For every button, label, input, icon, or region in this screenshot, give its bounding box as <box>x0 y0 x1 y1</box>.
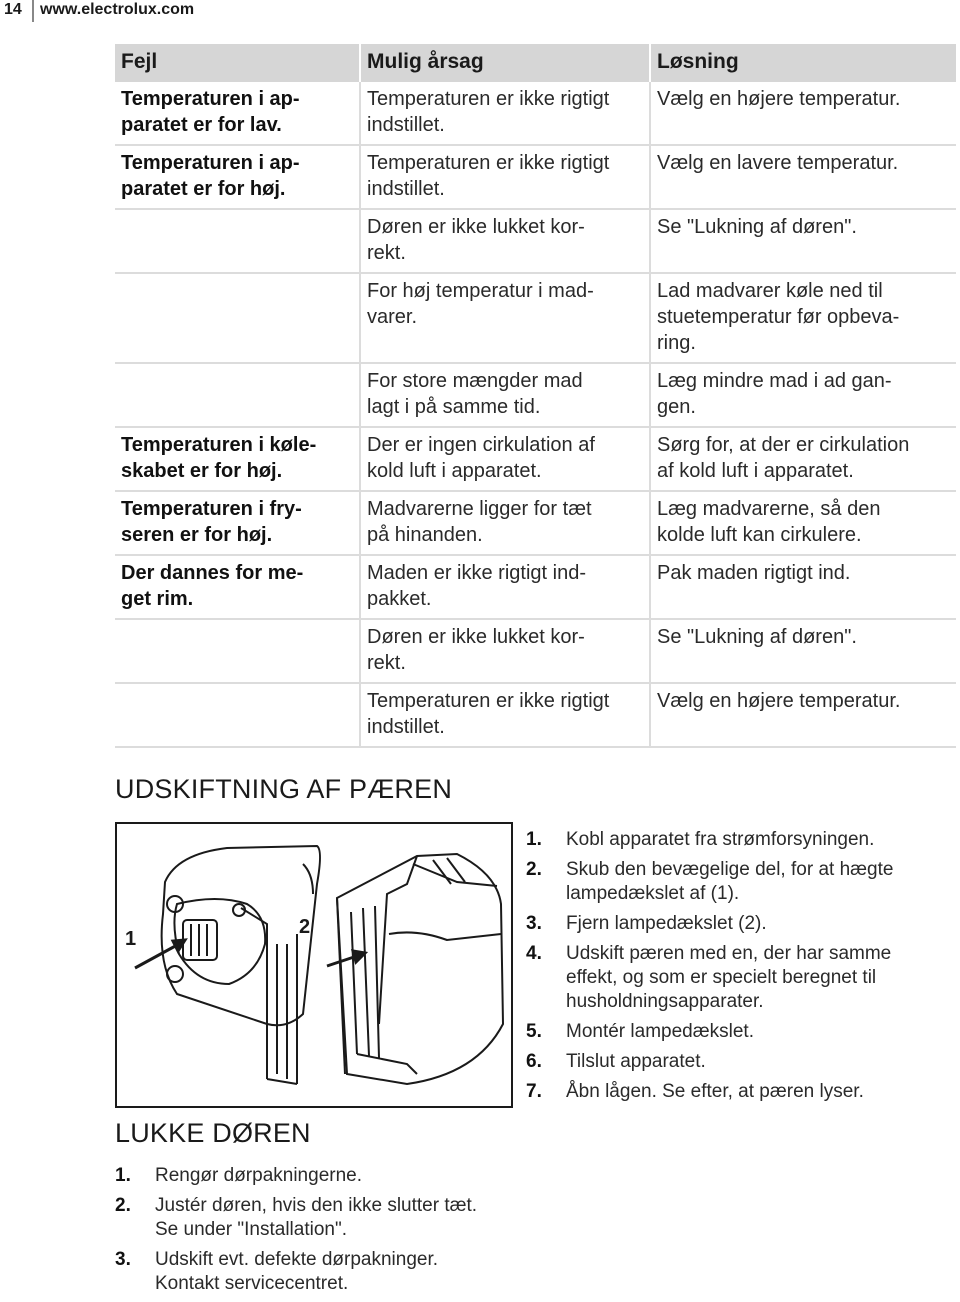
step-number: 3. <box>115 1249 131 1270</box>
step-text: Udskift evt. defekte dørpakninger. Kontakt servicecentret. <box>155 1249 439 1294</box>
bulb-step <box>526 912 946 936</box>
solution-cell: Læg mindre mad i ad gan- gen. <box>650 363 956 427</box>
cause-cell: Maden er ikke rigtigt ind- pakket. <box>360 555 650 619</box>
step-number: 1. <box>115 1165 131 1186</box>
cause-cell: Døren er ikke lukket kor- rekt. <box>360 619 650 683</box>
fault-cell: Temperaturen i ap- paratet er for lav. <box>121 88 300 136</box>
fault-cell <box>115 363 360 427</box>
step-number: 7. <box>526 1081 542 1102</box>
table-row <box>115 427 956 491</box>
door-step <box>115 1194 535 1242</box>
fault-cell <box>115 619 360 683</box>
solution-cell: Vælg en højere temperatur. <box>650 82 956 145</box>
table-row <box>115 491 956 555</box>
door-section-title: LUKKE DØREN <box>115 1118 311 1148</box>
step-number: 4. <box>526 943 542 964</box>
bulb-step <box>526 828 946 852</box>
table-row <box>115 82 956 145</box>
step-text: Udskift pæren med en, der har samme effekt, og som er specielt beregnet til husholdningsapparater. <box>566 943 892 1012</box>
cause-cell: Temperaturen er ikke rigtigt indstillet. <box>360 683 650 747</box>
table-row <box>115 619 956 683</box>
step-text: Skub den bevægelige del, for at hægte lampedækslet af (1). <box>566 859 894 904</box>
cause-cell: Døren er ikke lukket kor- rekt. <box>360 209 650 273</box>
solution-cell: Vælg en lavere temperatur. <box>650 145 956 209</box>
column-header-fault: Fejl <box>115 44 360 82</box>
website-url[interactable]: www.electrolux.com <box>40 1 195 18</box>
bulb-step <box>526 858 946 906</box>
solution-cell: Se "Lukning af døren". <box>650 619 956 683</box>
step-text: Rengør dørpakningerne. <box>155 1165 362 1186</box>
fault-cell: Temperaturen i ap- paratet er for høj. <box>115 145 360 209</box>
step-text: Montér lampedækslet. <box>566 1021 754 1042</box>
door-step <box>115 1164 535 1188</box>
step-number: 2. <box>526 859 542 880</box>
step-text: Justér døren, hvis den ikke slutter tæt. Se under "Installation". <box>155 1195 478 1240</box>
bulb-section-title: UDSKIFTNING AF PÆREN <box>115 774 453 804</box>
fault-cell: Temperaturen i køle- skabet er for høj. <box>115 427 360 491</box>
column-header-solution: Løsning <box>650 44 956 82</box>
solution-cell: Læg madvarerne, så den kolde luft kan cirkulere. <box>650 491 956 555</box>
solution-cell: Pak maden rigtigt ind. <box>650 555 956 619</box>
column-header-cause: Mulig årsag <box>360 44 650 82</box>
lamp-cover-drawing <box>117 824 511 1106</box>
step-number: 1. <box>526 829 542 850</box>
bulb-step <box>526 1020 946 1044</box>
cause-cell: Temperaturen er ikke rigtigt indstillet. <box>360 82 650 145</box>
header-divider <box>32 0 34 22</box>
step-text: Kobl apparatet fra strømforsyningen. <box>566 829 875 850</box>
solution-cell: Vælg en højere temperatur. <box>650 683 956 747</box>
figure-label-1: 1 <box>125 928 137 950</box>
fault-cell <box>115 209 360 273</box>
table-row <box>115 683 956 747</box>
door-steps-list <box>115 1164 535 1302</box>
fault-cell <box>115 273 360 363</box>
bulb-steps-list <box>526 828 946 1110</box>
cause-cell: Temperaturen er ikke rigtigt indstillet. <box>360 145 650 209</box>
cause-cell: For høj temperatur i mad- varer. <box>360 273 650 363</box>
table-row <box>115 209 956 273</box>
fault-cell: Der dannes for me- get rim. <box>115 555 360 619</box>
step-number: 2. <box>115 1195 131 1216</box>
fault-cell <box>115 683 360 747</box>
step-text: Tilslut apparatet. <box>566 1051 706 1072</box>
table-row <box>115 145 956 209</box>
table-row <box>115 273 956 363</box>
door-step <box>115 1248 535 1296</box>
step-text: Åbn lågen. Se efter, at pæren lyser. <box>566 1081 864 1102</box>
table-header-row <box>115 44 956 82</box>
table-row <box>115 555 956 619</box>
page-number: 14 <box>4 1 22 18</box>
step-number: 5. <box>526 1021 542 1042</box>
cause-cell: Madvarerne ligger for tæt på hinanden. <box>360 491 650 555</box>
bulb-step <box>526 1050 946 1074</box>
fault-cell: Temperaturen i fry- seren er for høj. <box>115 491 360 555</box>
solution-cell: Sørg for, at der er cirkulation af kold luft i apparatet. <box>650 427 956 491</box>
solution-cell: Se "Lukning af døren". <box>650 209 956 273</box>
bulb-step <box>526 942 946 1014</box>
bulb-step <box>526 1080 946 1104</box>
step-text: Fjern lampedækslet (2). <box>566 913 767 934</box>
solution-cell: Lad madvarer køle ned til stuetemperatur før opbeva- ring. <box>650 273 956 363</box>
figure-label-2: 2 <box>299 916 311 938</box>
troubleshooting-table <box>115 44 956 748</box>
step-number: 6. <box>526 1051 542 1072</box>
step-number: 3. <box>526 913 542 934</box>
bulb-replacement-illustration <box>115 822 513 1108</box>
cause-cell: For store mængder mad lagt i på samme tid. <box>360 363 650 427</box>
cause-cell: Der er ingen cirkulation af kold luft i apparatet. <box>360 427 650 491</box>
table-row <box>115 363 956 427</box>
